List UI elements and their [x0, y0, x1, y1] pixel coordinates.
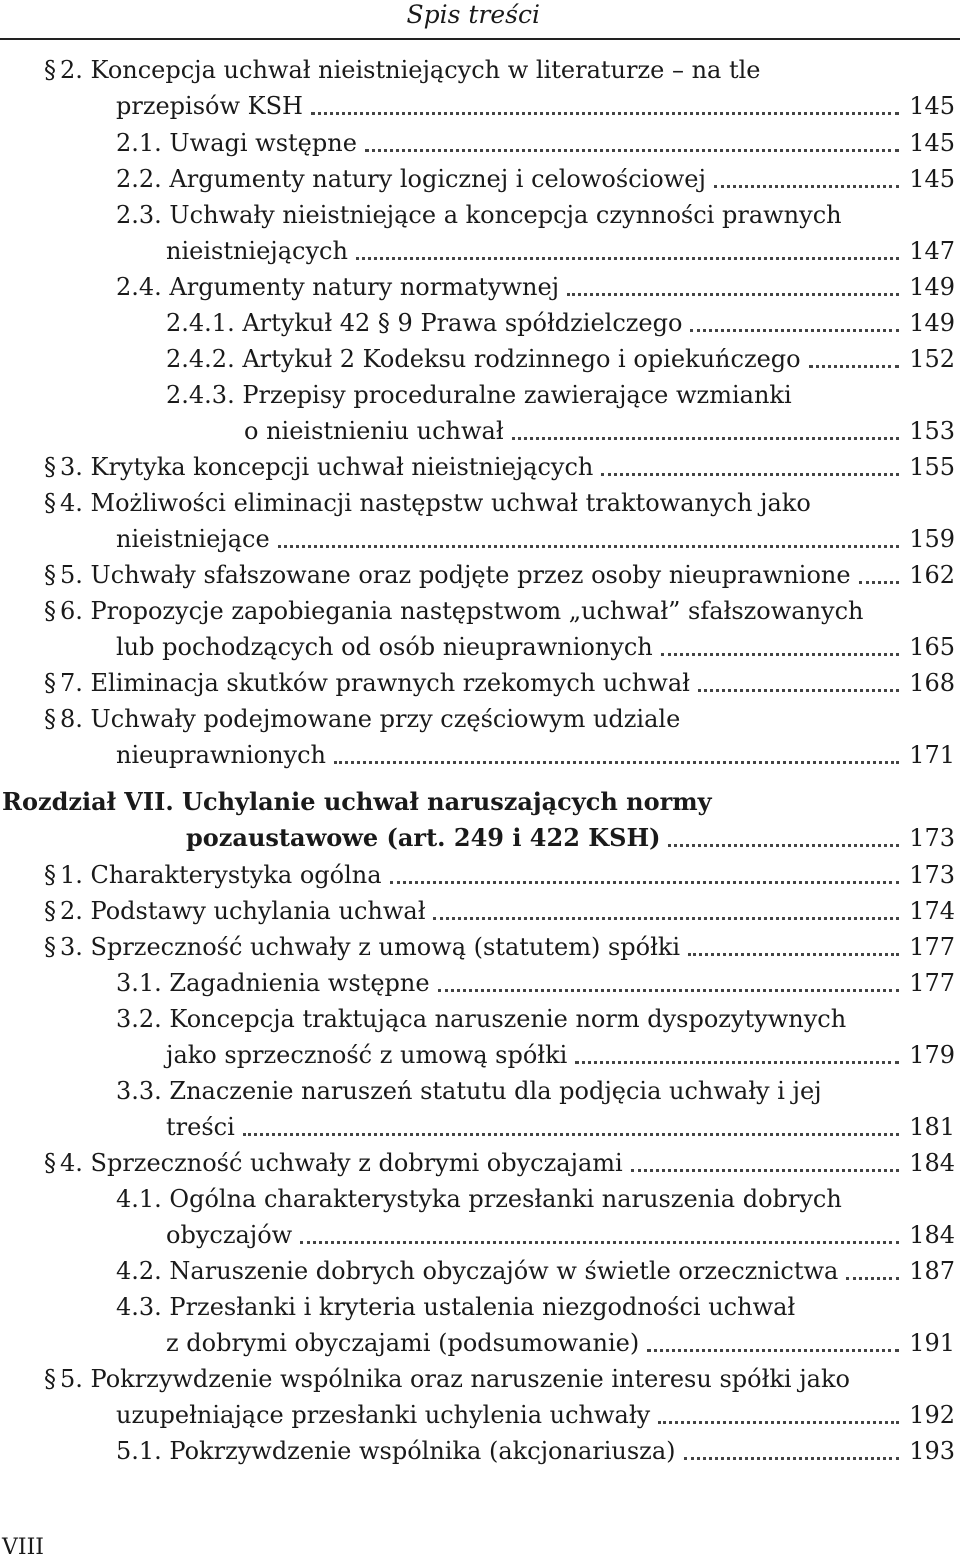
toc-entry-line — [116, 125, 955, 161]
toc-entry-line — [44, 1361, 850, 1397]
toc-entry-line — [2, 784, 712, 820]
toc-entry-title: 4.3. Przesłanki i kryteria ustalenia niezgodności uchwał — [116, 1293, 796, 1321]
toc-entry-line — [244, 413, 955, 449]
toc-entry-line — [44, 52, 761, 88]
toc-entry-title: 2.1. Uwagi wstępne — [116, 129, 357, 157]
dot-leader — [631, 1169, 899, 1172]
header-title: Spis treści — [406, 0, 540, 29]
toc-entry-line — [44, 1145, 955, 1181]
toc-page-number: 155 — [909, 453, 955, 481]
toc-entry-line — [186, 820, 955, 856]
dot-leader — [846, 1277, 899, 1280]
dot-leader — [512, 437, 899, 440]
dot-leader — [334, 761, 899, 764]
dot-leader — [859, 581, 899, 584]
toc-page-number: 193 — [909, 1437, 955, 1465]
toc-entry-title: 3.1. Zagadnienia wstępne — [116, 969, 430, 997]
toc-entry-line — [166, 305, 955, 341]
section-sign-icon: § — [44, 597, 56, 625]
toc-entry-title: 2.3. Uchwały nieistniejące a koncepcja czynności prawnych — [116, 201, 842, 229]
toc-entry-title: o nieistnieniu uchwał — [244, 417, 504, 445]
toc-entry-line — [116, 965, 955, 1001]
dot-leader — [601, 473, 899, 476]
dot-leader — [714, 185, 899, 188]
dot-leader — [809, 365, 899, 368]
section-sign-icon: § — [44, 933, 56, 961]
toc-page-number: 187 — [909, 1257, 955, 1285]
toc-page-number: 171 — [909, 741, 955, 769]
dot-leader — [698, 689, 899, 692]
toc-entry-line — [166, 1217, 955, 1253]
toc-entry-title: 2.4.1. Artykuł 42 § 9 Prawa spółdzielczego — [166, 309, 683, 337]
toc-entry-line — [44, 929, 955, 965]
toc-entry-title: lub pochodzących od osób nieuprawnionych — [116, 633, 653, 661]
toc-page-number: 165 — [909, 633, 955, 661]
toc-entry-title: 2. Koncepcja uchwał nieistniejących w literaturze – na tle — [60, 56, 761, 84]
toc-entry-line — [44, 557, 955, 593]
toc-page-number: 177 — [909, 969, 955, 997]
dot-leader — [668, 844, 899, 847]
toc-entry-line — [44, 485, 811, 521]
toc-entry-line — [116, 521, 955, 557]
toc-page-number: 145 — [909, 92, 955, 120]
toc-entry-title: 5. Uchwały sfałszowane oraz podjęte przez osoby nieuprawnione — [60, 561, 851, 589]
dot-leader — [438, 989, 899, 992]
section-sign-icon: § — [44, 1365, 56, 1393]
toc-page-number: 174 — [909, 897, 955, 925]
toc-entry-title: pozaustawowe (art. 249 i 422 KSH) — [186, 823, 661, 852]
toc-page-number: 147 — [909, 237, 955, 265]
toc-entry-line — [44, 665, 955, 701]
toc-page-number: 149 — [909, 309, 955, 337]
dot-leader — [684, 1457, 900, 1460]
toc-entry-title: obyczajów — [166, 1221, 293, 1249]
dot-leader — [300, 1241, 899, 1244]
section-sign-icon: § — [44, 705, 56, 733]
toc-entry-title: 7. Eliminacja skutków prawnych rzekomych uchwał — [60, 669, 690, 697]
section-sign-icon: § — [44, 56, 56, 84]
toc-entry-line — [44, 893, 955, 929]
toc-entry-line — [116, 197, 842, 233]
toc-entry-line — [116, 269, 955, 305]
toc-entry-line — [116, 629, 955, 665]
toc-entry-title: 3. Krytyka koncepcji uchwał nieistniejących — [60, 453, 594, 481]
section-sign-icon: § — [44, 669, 56, 697]
dot-leader — [365, 149, 899, 152]
toc-entry-title: uzupełniające przesłanki uchylenia uchwały — [116, 1401, 651, 1429]
toc-page-number: 173 — [909, 824, 955, 852]
dot-leader — [575, 1061, 899, 1064]
dot-leader — [688, 953, 899, 956]
dot-leader — [690, 329, 899, 332]
toc-entry-line — [116, 1433, 955, 1469]
toc-page-number: 191 — [909, 1329, 955, 1357]
toc-page-number: 153 — [909, 417, 955, 445]
toc-entry-title: 2.4.3. Przepisy proceduralne zawierające wzmianki — [166, 381, 792, 409]
section-sign-icon: § — [44, 861, 56, 889]
toc-entry-title: 5.1. Pokrzywdzenie wspólnika (akcjonariusza) — [116, 1437, 676, 1465]
dot-leader — [311, 112, 899, 115]
toc-entry-title: 4.1. Ogólna charakterystyka przesłanki naruszenia dobrych — [116, 1185, 842, 1213]
section-sign-icon: § — [44, 453, 56, 481]
toc-entry-title: nieistniejące — [116, 525, 270, 553]
toc-entry-title: 2.4. Argumenty natury normatywnej — [116, 273, 560, 301]
section-sign-icon: § — [44, 561, 56, 589]
section-sign-icon: § — [44, 1149, 56, 1177]
toc-entry-line — [44, 701, 680, 737]
toc-page-number: 159 — [909, 525, 955, 553]
toc-entry-title: 8. Uchwały podejmowane przy częściowym udziale — [60, 705, 681, 733]
toc-entry-line — [116, 1253, 955, 1289]
toc-page-number: 173 — [909, 861, 955, 889]
dot-leader — [243, 1133, 899, 1136]
toc-entry-line — [116, 1001, 846, 1037]
toc-entry-title: 1. Charakterystyka ogólna — [60, 861, 382, 889]
dot-leader — [356, 257, 899, 260]
toc-page-number: 177 — [909, 933, 955, 961]
toc-entry-title: treści — [166, 1113, 235, 1141]
toc-entry-line — [44, 857, 955, 893]
toc-entry-title: 5. Pokrzywdzenie wspólnika oraz naruszenie interesu spółki jako — [60, 1365, 850, 1393]
toc-entry-title: 4.2. Naruszenie dobrych obyczajów w świetle orzecznictwa — [116, 1257, 839, 1285]
toc-entry-line — [166, 1109, 955, 1145]
dot-leader — [661, 653, 899, 656]
toc-entry-title: 3.2. Koncepcja traktująca naruszenie norm dyspozytywnych — [116, 1005, 847, 1033]
toc-entry-line — [166, 1325, 955, 1361]
dot-leader — [567, 293, 899, 296]
toc-entry-line — [44, 593, 864, 629]
toc-page-number: 145 — [909, 165, 955, 193]
toc-entry-title: 6. Propozycje zapobiegania następstwom „uchwał” sfałszowanych — [60, 597, 864, 625]
page-header — [0, 0, 960, 40]
toc-entry-line — [116, 1289, 795, 1325]
toc-entry-title: przepisów KSH — [116, 92, 303, 120]
toc-page-number: 149 — [909, 273, 955, 301]
page-number: VIII — [2, 1535, 44, 1560]
toc-entry-title: 4. Sprzeczność uchwały z dobrymi obyczajami — [60, 1149, 623, 1177]
toc-entry-line — [166, 1037, 955, 1073]
toc-entry-line — [116, 1181, 842, 1217]
toc-entry-line — [44, 449, 955, 485]
toc-entry-title: 2.2. Argumenty natury logicznej i celowościowej — [116, 165, 706, 193]
toc-entry-line — [166, 377, 792, 413]
toc-entry-title: Rozdział VII. Uchylanie uchwał naruszających normy — [2, 787, 712, 816]
toc-page-number: 179 — [909, 1041, 955, 1069]
toc-entry-title: jako sprzeczność z umową spółki — [166, 1041, 568, 1069]
section-sign-icon: § — [44, 489, 56, 517]
toc-entry-title: nieistniejących — [166, 237, 348, 265]
toc-entry-line — [116, 1073, 822, 1109]
toc-entry-title: 2. Podstawy uchylania uchwał — [60, 897, 426, 925]
toc-page-number: 192 — [909, 1401, 955, 1429]
toc-entry-title: nieuprawnionych — [116, 741, 326, 769]
toc-page-number: 152 — [909, 345, 955, 373]
toc-page-number: 184 — [909, 1149, 955, 1177]
toc-page-number: 145 — [909, 129, 955, 157]
dot-leader — [278, 545, 899, 548]
toc-entry-line — [116, 1397, 955, 1433]
toc-page-number: 184 — [909, 1221, 955, 1249]
toc-entry-line — [166, 233, 955, 269]
toc-entry-title: 3. Sprzeczność uchwały z umową (statutem) spółki — [60, 933, 681, 961]
dot-leader — [390, 881, 899, 884]
toc-entry-title: 3.3. Znaczenie naruszeń statutu dla podjęcia uchwały i jej — [116, 1077, 822, 1105]
toc-page-number: 181 — [909, 1113, 955, 1141]
toc-entry-title: 2.4.2. Artykuł 2 Kodeksu rodzinnego i opiekuńczego — [166, 345, 801, 373]
section-sign-icon: § — [44, 897, 56, 925]
toc-entry-line — [116, 737, 955, 773]
dot-leader — [658, 1421, 899, 1424]
toc-page-number: 168 — [909, 669, 955, 697]
toc-entry-line — [116, 88, 955, 124]
dot-leader — [433, 917, 899, 920]
toc-entry-line — [166, 341, 955, 377]
dot-leader — [647, 1349, 899, 1352]
toc-page-number: 162 — [909, 561, 955, 589]
toc-entry-title: 4. Możliwości eliminacji następstw uchwał traktowanych jako — [60, 489, 811, 517]
toc-entry-title: z dobrymi obyczajami (podsumowanie) — [166, 1329, 640, 1357]
toc-entry-line — [116, 161, 955, 197]
